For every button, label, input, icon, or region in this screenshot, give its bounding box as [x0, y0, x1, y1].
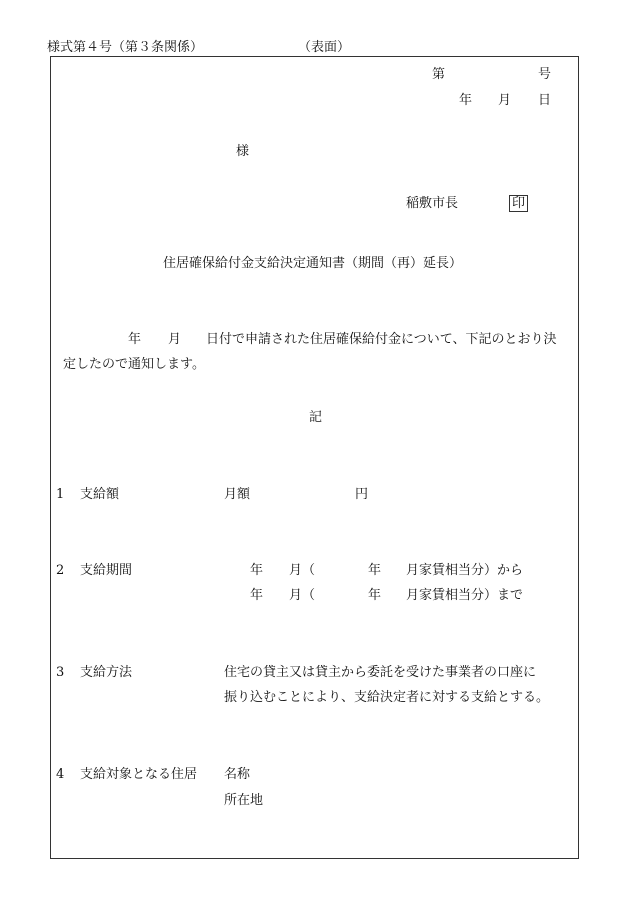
item3-line1: 住宅の貸主又は貸主から委託を受けた事業者の口座に	[224, 665, 537, 680]
document-frame	[50, 56, 579, 859]
body-line1: 日付で申請された住居確保給付金について、下記のとおり決	[206, 332, 557, 347]
seal-mark: 印	[509, 195, 528, 212]
item2-row1-year2: 年	[368, 563, 382, 578]
item2-row2-year2: 年	[368, 588, 382, 603]
item3-line2: 振り込むことにより、支給決定者に対する支給とする。	[224, 690, 550, 705]
body-year: 年	[128, 332, 142, 347]
item4-label: 支給対象となる住居	[80, 767, 198, 782]
item3-number: 3	[56, 665, 65, 680]
side-label: （表面）	[298, 40, 351, 55]
item2-row2-rent: 月家賃相当分）まで	[406, 588, 524, 603]
item2-row2-month: 月（	[289, 588, 316, 603]
item1-label: 支給額	[80, 487, 120, 502]
item2-row1-month: 月（	[289, 563, 316, 578]
doc-number-go: 号	[538, 67, 552, 82]
date-year: 年	[459, 93, 473, 108]
item2-number: 2	[56, 563, 65, 578]
item2-row1-year: 年	[250, 563, 264, 578]
form-label: 様式第４号（第３条関係）	[47, 40, 204, 55]
item4-address: 所在地	[224, 793, 264, 808]
body-line2: 定したので通知します。	[63, 357, 205, 372]
item4-name: 名称	[224, 767, 251, 782]
item1-number: 1	[56, 487, 65, 502]
body-month: 月	[168, 332, 182, 347]
item1-yen: 円	[355, 487, 369, 502]
item2-row1-rent: 月家賃相当分）から	[406, 563, 524, 578]
date-day: 日	[538, 93, 552, 108]
item4-number: 4	[56, 767, 65, 782]
item1-monthly: 月額	[224, 487, 251, 502]
issuer-name: 稲敷市長	[406, 196, 459, 211]
item2-row2-year: 年	[250, 588, 264, 603]
doc-number-dai: 第	[432, 67, 446, 82]
document-title: 住居確保給付金支給決定通知書（期間（再）延長）	[163, 256, 463, 271]
date-month: 月	[498, 93, 512, 108]
ki-mark: 記	[309, 410, 323, 425]
item3-label: 支給方法	[80, 665, 133, 680]
item2-label: 支給期間	[80, 563, 133, 578]
addressee-sama: 様	[236, 144, 250, 159]
